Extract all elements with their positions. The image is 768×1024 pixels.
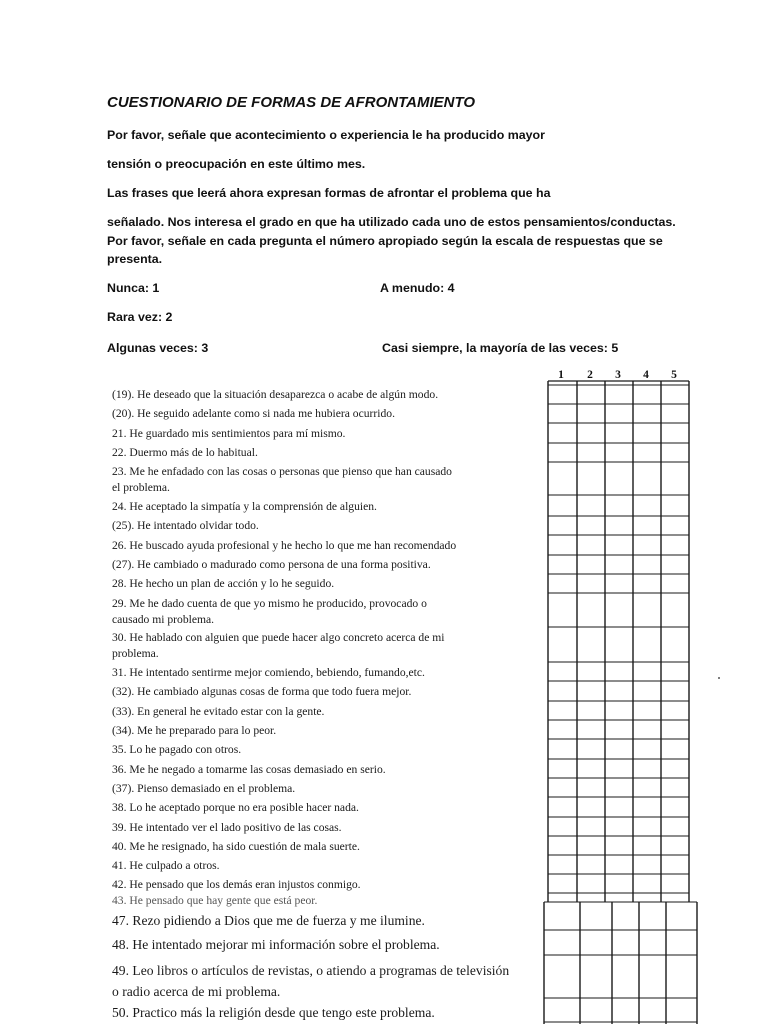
- item-text: el problema.: [112, 481, 170, 494]
- item-text: 38. Lo he aceptado porque no era posible hacer nada.: [112, 801, 359, 814]
- item-text: 30. He hablado con alguien que puede hacer algo concreto acerca de mi: [112, 631, 445, 644]
- item-text: 24. He aceptado la simpatía y la comprensión de alguien.: [112, 500, 377, 513]
- item-text: 48. He intentado mejorar mi información sobre el problema.: [112, 937, 440, 952]
- intro-line: señalado. Nos interesa el grado en que ha utilizado cada uno de estos pensamientos/conductas.: [107, 215, 676, 229]
- item-text: 41. He culpado a otros.: [112, 859, 220, 872]
- item-text: 26. He buscado ayuda profesional y he hecho lo que me han recomendado: [112, 539, 457, 552]
- item-text: 36. Me he negado a tomarme las cosas demasiado en serio.: [112, 763, 386, 776]
- document-title: CUESTIONARIO DE FORMAS DE AFRONTAMIENTO: [107, 94, 476, 111]
- item-text: (37). Pienso demasiado en el problema.: [112, 782, 296, 795]
- item-text: 39. He intentado ver el lado positivo de las cosas.: [112, 821, 342, 834]
- item-text: 50. Practico más la religión desde que tengo este problema.: [112, 1005, 435, 1020]
- item-text: (33). En general he evitado estar con la gente.: [112, 705, 325, 718]
- scale-a-menudo: A menudo: 4: [380, 281, 455, 295]
- item-text: 22. Duermo más de lo habitual.: [112, 446, 258, 459]
- item-text: 35. Lo he pagado con otros.: [112, 743, 242, 756]
- grid-header-4: 4: [643, 369, 649, 381]
- item-text: (20). He seguido adelante como si nada me hubiera ocurrido.: [112, 407, 395, 420]
- item-text: 40. Me he resignado, ha sido cuestión de mala suerte.: [112, 840, 360, 853]
- intro-line: presenta.: [107, 252, 163, 266]
- intro-line: Las frases que leerá ahora expresan formas de afrontar el problema que ha: [107, 186, 551, 200]
- item-text: 42. He pensado que los demás eran injustos conmigo.: [112, 878, 361, 891]
- item-text: (25). He intentado olvidar todo.: [112, 519, 259, 532]
- grid-header-3: 3: [615, 369, 621, 381]
- item-text: (27). He cambiado o madurado como persona de una forma positiva.: [112, 558, 431, 571]
- item-text: causado mi problema.: [112, 613, 215, 626]
- item-text: 49. Leo libros o artículos de revistas, o atiendo a programas de televisión: [112, 963, 510, 978]
- item-text: 29. Me he dado cuenta de que yo mismo he producido, provocado o: [112, 597, 427, 610]
- scan-speck: [718, 677, 720, 679]
- grid-header-2: 2: [587, 369, 593, 381]
- item-text: 23. Me he enfadado con las cosas o personas que pienso que han causado: [112, 465, 452, 478]
- intro-line: Por favor, señale en cada pregunta el número apropiado según la escala de respuestas que se: [107, 234, 663, 248]
- intro-line: tensión o preocupación en este último mes.: [107, 157, 366, 171]
- scale-algunas-veces: Algunas veces: 3: [107, 341, 209, 355]
- item-text: 43. He pensado que hay gente que está peor.: [112, 894, 318, 907]
- scale-casi-siempre: Casi siempre, la mayoría de las veces: 5: [382, 341, 619, 355]
- scale-rara-vez: Rara vez: 2: [107, 310, 173, 324]
- item-text: 31. He intentado sentirme mejor comiendo, bebiendo, fumando,etc.: [112, 666, 425, 679]
- item-text: o radio acerca de mi problema.: [112, 984, 281, 999]
- item-text: 28. He hecho un plan de acción y lo he seguido.: [112, 577, 335, 590]
- grid-header-1: 1: [558, 369, 564, 381]
- grid-header-5: 5: [671, 369, 677, 381]
- intro-line: Por favor, señale que acontecimiento o experiencia le ha producido mayor: [107, 128, 545, 142]
- item-text: 21. He guardado mis sentimientos para mí mismo.: [112, 427, 346, 440]
- item-text: (34). Me he preparado para lo peor.: [112, 724, 277, 737]
- scale-nunca: Nunca: 1: [107, 281, 160, 295]
- item-text: (19). He deseado que la situación desaparezca o acabe de algún modo.: [112, 388, 439, 401]
- item-text: 47. Rezo pidiendo a Dios que me de fuerza y me ilumine.: [112, 913, 425, 928]
- item-text: problema.: [112, 647, 159, 660]
- item-text: (32). He cambiado algunas cosas de forma que todo fuera mejor.: [112, 685, 412, 698]
